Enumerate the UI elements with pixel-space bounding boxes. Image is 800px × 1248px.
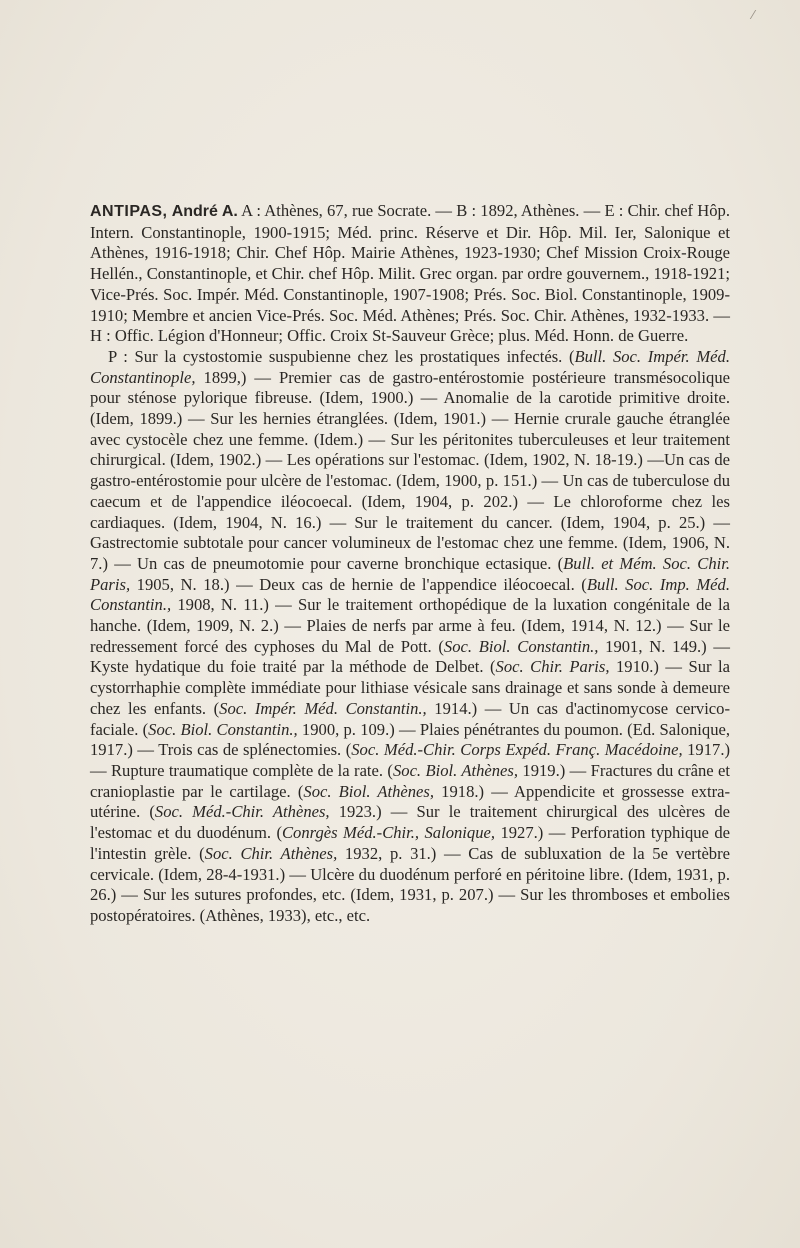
journal-citation: Soc. Biol. Constantin., <box>443 636 599 656</box>
journal-citation: Soc. Méd.-Chir. Athènes, <box>154 802 330 822</box>
publication-text: 1918.) — Appendicite et grossesse extra-utérine. ( <box>90 781 730 822</box>
journal-citation: Soc. Chir. Paris, <box>495 657 610 677</box>
entry-surname: ANTIPAS, <box>90 203 168 220</box>
journal-citation: Soc. Biol. Athènes, <box>303 781 435 801</box>
publication-text: P : Sur la cystostomie suspubienne chez les prostatiques infectés. ( <box>108 346 575 366</box>
publication-text: 1927.) — Perforation typhique de l'intestin grèle. ( <box>90 823 731 863</box>
publication-text: 1908, N. 11.) — Sur le traitement orthopédique de la luxation congénitale de la hanche. (Idem, 1909, N. 2.) — Plaies de nerfs par arme à feu. (Idem, 1914, N. 12.) — Sur le redressement forcé des cyphoses du Mal de Pott. ( <box>90 595 730 656</box>
biography-paragraph <box>90 201 730 347</box>
publication-text: 1900, p. 109.) — Plaies pénétrantes du poumon. (Ed. Salonique, 1917.) — Trois cas de splénectomies. ( <box>90 719 731 760</box>
publication-text: 1910.) — Sur la cystorrhaphie complète immédiate pour lithiase vésicale sans drainage et sans sonde à demeure chez les enfants. ( <box>90 657 730 718</box>
journal-citation: Soc. Impér. Méd. Constantin., <box>219 698 427 718</box>
publication-text: 1932, p. 31.) — Cas de subluxation de la 5e vertèbre cervicale. (Idem, 28-4-1931.) — Ulcère du duodénum perforé en péritoine libre. (Idem, 1931, p. 26.) — Sur les sutures profondes, etc. (Idem, 1931, p. 207.) — Sur les thromboses et embolies postopératoires. (Athènes, 1933), etc., etc. <box>90 843 730 925</box>
journal-citation: Conrgès Méd.-Chir., Salonique, <box>281 823 496 843</box>
journal-citation: Bull. Soc. Impér. Méd. Constantinople, <box>90 346 730 387</box>
publication-text: 1919.) — Fractures du crâne et cranioplastie par le cartilage. ( <box>90 760 730 801</box>
publication-text: 1923.) — Sur le traitement chirurgical des ulcères de l'estomac et du duodénum. ( <box>90 802 731 843</box>
publication-text: 1917.) — Rupture traumatique complète de la rate. ( <box>90 740 730 780</box>
journal-citation: Soc. Chir. Athènes, <box>204 843 338 863</box>
publication-text: 1899,) — Premier cas de gastro-entérostomie postérieure transmésocolique pour sténose pylorique fibreuse. (Idem, 1900.) — Anomalie de la carotide primitive droite. (Idem, 1899.) — Sur les hernies étranglées. (Idem, 1901.) — Hernie crurale gauche étranglée avec cystocèle chez une femme. (Idem.) — Sur les péritonites tuberculeuses et leur traitement chirurgical. (Idem, 1902.) — Les opérations sur l'estomac. (Idem, 1902, N. 18-19.) —Un cas de gastro-entérostomie pour ulcère de l'estomac. (Idem, 1900, p. 151.) — Un cas de tuberculose du caecum et de l'appendice iléocoecal. (Idem, 1904, p. 202.) — Le chloroforme chez les cardiaques. (Idem, 1904, N. 16.) — Sur le traitement du cancer. (Idem, 1904, p. 25.) — Gastrectomie subtotale pour cancer volumineux de l'estomac chez une femme. (Idem, 1906, N. 7.) — Un cas de pneumotomie pour caverne bronchique ectasique. ( <box>90 367 730 573</box>
journal-citation: Bull. Soc. Imp. Méd. Constantin., <box>90 574 730 615</box>
corner-mark: ⁄ <box>752 8 755 22</box>
journal-citation: Bull. et Mém. Soc. Chir. Paris, <box>90 553 730 594</box>
publications-paragraph <box>90 347 730 927</box>
entry-given-name: André A. <box>171 203 238 220</box>
publication-text: 1905, N. 18.) — Deux cas de hernie de l'appendice iléocoecal. ( <box>130 574 587 594</box>
journal-citation: Soc. Biol. Athènes, <box>392 760 519 780</box>
biography-entry <box>90 201 730 927</box>
publication-text: 1914.) — Un cas d'actinomycose cervico-faciale. ( <box>90 698 730 739</box>
publication-text: 1901, N. 149.) — Kyste hydatique du foie traité par la méthode de Delbet. ( <box>90 636 730 677</box>
biography-text: A : Athènes, 67, rue Socrate. — B : 1892, Athènes. — E : Chir. chef Hôp. Intern. Constantinople, 1900-1915; Méd. princ. Réserve et Dir. Hôp. Mil. Ier, Salonique et Athènes, 1916-1918; Chir. Chef Hôp. Mairie Athènes, 1923-1930; Chef Mission Croix-Rouge Hellén., Constantinople, et Chir. chef Hôp. Milit. Grec organ. par ordre gouvernem., 1918-1921; Vice-Prés. Soc. Impér. Méd. Constantinople, 1907-1908; Prés. Soc. Biol. Constantinople, 1909-1910; Membre et ancien Vice-Prés. Soc. Méd. Athènes; Prés. Soc. Chir. Athènes, 1932-1933. — H : Offic. Légion d'Honneur; Offic. Croix St-Sauveur Grèce; plus. Méd. Honn. de Guerre. <box>90 201 731 346</box>
journal-citation: Soc. Biol. Constantin., <box>148 719 298 739</box>
journal-citation: Soc. Méd.-Chir. Corps Expéd. Franç. Macédoine, <box>351 740 683 760</box>
